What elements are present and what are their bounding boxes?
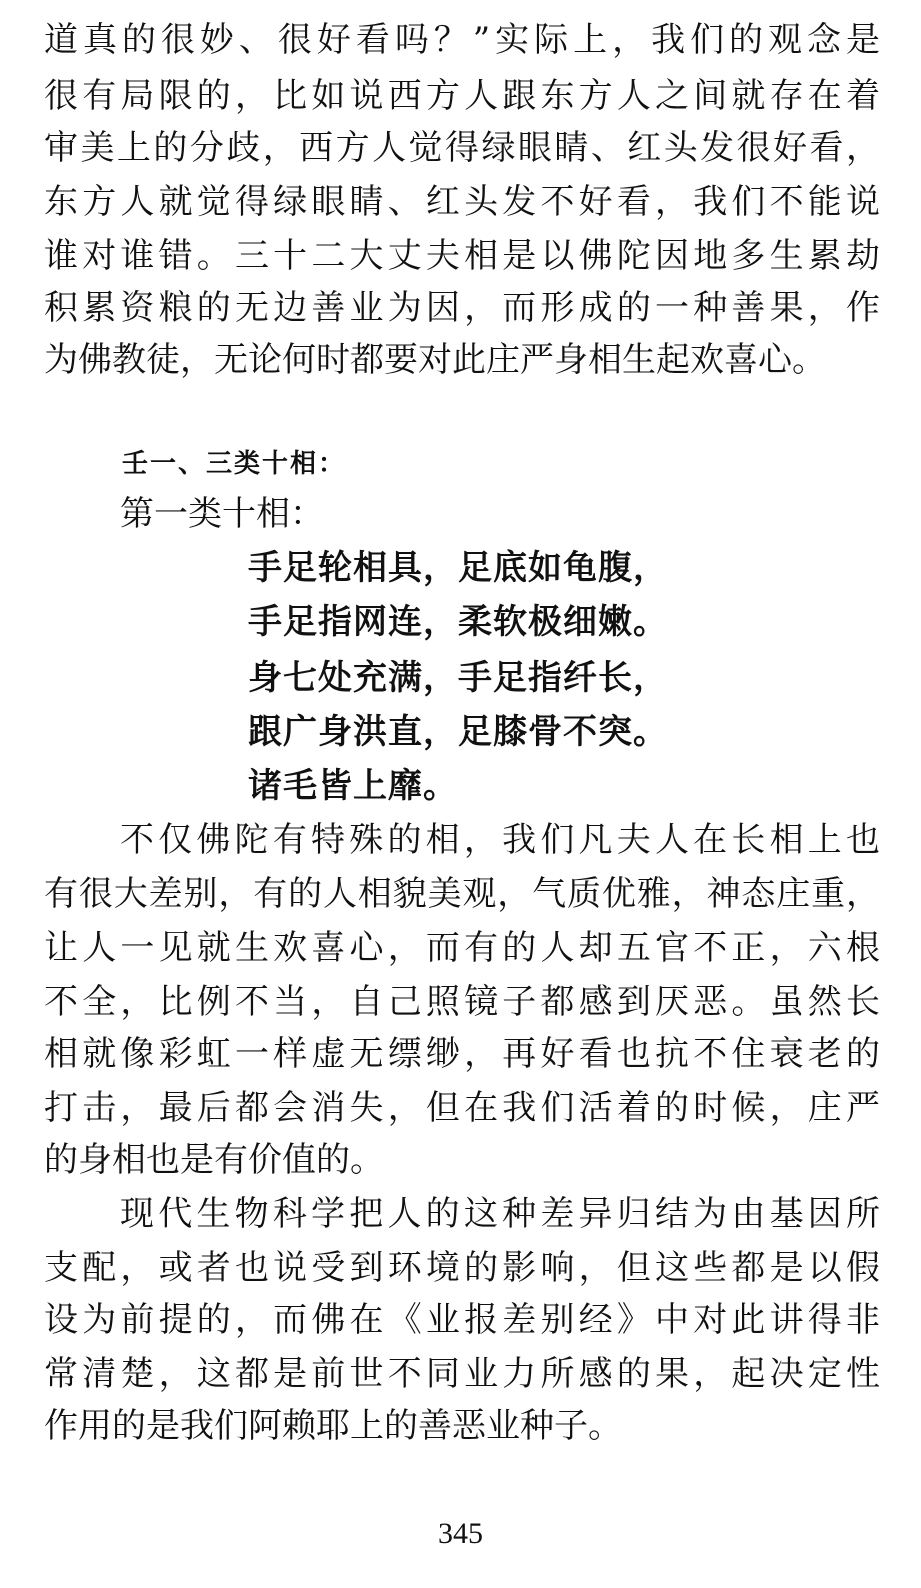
- text-line: 相就像彩虹一样虚无缥缈，再好看也抗不住衰老的: [44, 1034, 880, 1074]
- page-number: 345: [438, 1517, 483, 1550]
- section-heading: 壬一、三类十相：: [122, 449, 347, 479]
- verse-line: 身七处充满，手足指纤长，: [248, 658, 668, 698]
- verse-line: 诸毛皆上靡。: [248, 766, 458, 806]
- text-line: 让人一见就生欢喜心，而有的人却五官不正，六根: [44, 928, 880, 968]
- text-line: 不仅佛陀有特殊的相，我们凡夫人在长相上也: [120, 820, 880, 860]
- verse-line: 手足轮相具，足底如龟腹，: [248, 548, 668, 588]
- text-line: 作用的是我们阿赖耶上的善恶业种子。: [44, 1406, 622, 1446]
- text-line: 不全，比例不当，自己照镜子都感到厌恶。虽然长: [44, 982, 880, 1022]
- text-line: 支配，或者也说受到环境的影响，但这些都是以假: [44, 1248, 880, 1288]
- text-line: 东方人就觉得绿眼睛、红头发不好看，我们不能说: [44, 182, 880, 222]
- text-line: 打击，最后都会消失，但在我们活着的时候，庄严: [44, 1088, 880, 1128]
- text-line: 现代生物科学把人的这种差异归结为由基因所: [120, 1194, 880, 1234]
- text-line: 设为前提的，而佛在《业报差别经》中对此讲得非: [44, 1300, 880, 1340]
- text-line: 道真的很妙、很好看吗？”实际上，我们的观念是: [44, 20, 880, 60]
- text-line: 谁对谁错。三十二大丈夫相是以佛陀因地多生累劫: [44, 236, 880, 276]
- text-line: 很有局限的，比如说西方人跟东方人之间就存在着: [44, 76, 880, 116]
- text-line: 审美上的分歧，西方人觉得绿眼睛、红头发很好看，: [44, 128, 880, 168]
- text-line: 有很大差别，有的人相貌美观，气质优雅，神态庄重，: [44, 874, 880, 914]
- text-line: 为佛教徒，无论何时都要对此庄严身相生起欢喜心。: [44, 340, 826, 380]
- subheading: 第一类十相：: [120, 494, 324, 534]
- text-line: 常清楚，这都是前世不同业力所感的果，起决定性: [44, 1354, 880, 1394]
- text-line: 的身相也是有价值的。: [44, 1140, 384, 1180]
- verse-line: 手足指网连，柔软极细嫩。: [248, 602, 668, 642]
- verse-line: 跟广身洪直，足膝骨不突。: [248, 712, 668, 752]
- text-line: 积累资粮的无边善业为因，而形成的一种善果，作: [44, 288, 880, 328]
